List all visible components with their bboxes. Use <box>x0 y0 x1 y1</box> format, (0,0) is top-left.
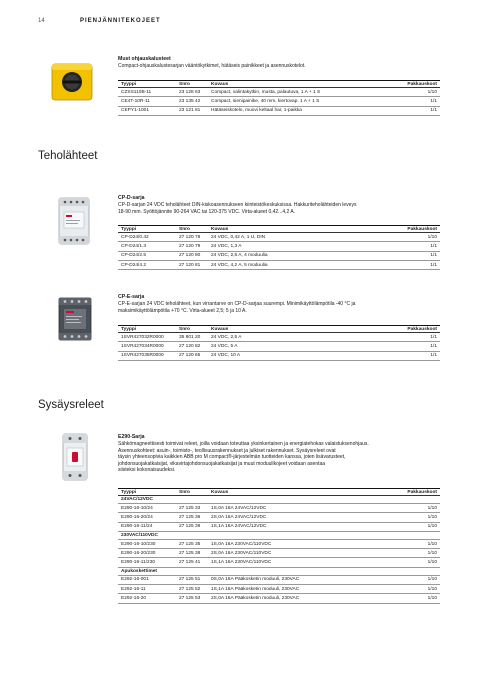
cell-snro: 27 125 39 <box>176 522 208 531</box>
cell-desc: 24 VDC, 2,5 A <box>208 333 384 342</box>
table-row <box>118 549 440 558</box>
cell-snro: 27 120 78 <box>176 233 208 242</box>
table-row <box>118 539 440 548</box>
page-header-title: PIENJÄNNITEKOJEET <box>80 18 161 24</box>
cell-pack: 1/1 <box>384 260 440 269</box>
table-row <box>118 333 440 342</box>
cell-desc: 0S,0A 16A Pääkosketin moduuli, 230VAC <box>208 575 384 584</box>
cpe-block <box>118 294 440 314</box>
col-type: Tyyppi <box>118 489 176 496</box>
table-row <box>118 251 440 260</box>
group-label: 230VAC/110VDC <box>118 531 440 539</box>
cell-pack: 1/1 <box>384 351 440 360</box>
cell-pack: 1/1 <box>384 251 440 260</box>
table-row <box>118 106 440 115</box>
table-row <box>118 242 440 251</box>
cell-pack: 1/10 <box>384 513 440 522</box>
cell-pack: 1/10 <box>384 522 440 531</box>
cell-pack: 1/10 <box>384 558 440 567</box>
cell-type: CE4T-10R-11 <box>118 97 176 106</box>
cell-snro: 27 125 53 <box>176 594 208 603</box>
section-title-teholahteet: Teholähteet <box>38 150 98 162</box>
table-row <box>118 522 440 531</box>
cell-desc: Compact, sienipainike, 40 mm, kiertovap. 1 A + 1 S <box>208 97 384 106</box>
cell-snro: 27 125 52 <box>176 585 208 594</box>
musta-block <box>118 56 440 70</box>
table-header-row <box>118 489 440 496</box>
cell-desc: 1S,1A 16A Pääkosketin moduuli, 230VAC <box>208 585 384 594</box>
section-title-sysaysreleet: Sysäysreleet <box>38 399 104 411</box>
cell-pack: 1/1 <box>384 333 440 342</box>
cell-type: E290-16-11/230 <box>118 558 176 567</box>
col-snro: Snro <box>176 81 208 88</box>
control-box-image <box>50 60 94 102</box>
table-row <box>118 575 440 584</box>
cell-desc: Hätäseiskotelo, muovi keltaal har, 1-paikka <box>208 106 384 115</box>
col-type: Tyyppi <box>118 226 176 233</box>
col-pack: Pakkauskoot <box>384 226 440 233</box>
cell-snro: 23 128 63 <box>176 88 208 97</box>
cell-snro: 27 125 38 <box>176 549 208 558</box>
musta-title: Must ohjauskalusteet <box>118 56 171 62</box>
cell-desc: Compact, valintakytkin, musta, palautuva, 1 A + 1 S <box>208 88 384 97</box>
cell-type: CP-D24/2.5 <box>118 251 176 260</box>
cell-desc: 24 VDC, 4,2 A, 5 moduulia <box>208 260 384 269</box>
cell-pack: 1/1 <box>384 106 440 115</box>
col-pack: Pakkauskoot <box>384 81 440 88</box>
table-row <box>118 351 440 360</box>
cell-type: E292-16-20 <box>118 594 176 603</box>
cpd-desc-line2: 18-90 mm. Syöttöjännite 90-264 VAC tai 120-375 VDC. Virta-alueet 0,42...4,2 A. <box>118 208 296 215</box>
cell-desc: 24 VDC, 5 A <box>208 342 384 351</box>
cell-pack: 1/10 <box>384 575 440 584</box>
cpd-block <box>118 195 440 215</box>
cell-snro: 23 135 42 <box>176 97 208 106</box>
cell-snro: 23 121 81 <box>176 106 208 115</box>
table-header-row <box>118 326 440 333</box>
table-header-row <box>118 226 440 233</box>
table-group-row <box>118 531 440 539</box>
e290-desc-line: johdonsuojakatkaisijat, vikavirtajohdonsuojakatkaisijat ja muut moduulikojeet voidaan asentaa <box>118 460 326 467</box>
table-row <box>118 342 440 351</box>
table-header-row <box>118 81 440 88</box>
cell-desc: 1S,1A 16A 230VAC/110VDC <box>208 558 384 567</box>
cell-type: E290-16-11/24 <box>118 522 176 531</box>
cell-type: 1SVR427032R0000 <box>118 333 176 342</box>
page-number: 14 <box>38 18 45 24</box>
cpe-desc-line2: maksimikäyttölämpötila +70 °C. Virta-alueet 2,5; 5 ja 10 A. <box>118 307 247 314</box>
cell-snro: 27 125 35 <box>176 539 208 548</box>
cell-snro: 27 125 41 <box>176 558 208 567</box>
table-group-row <box>118 567 440 575</box>
group-label: Apukoskettimet <box>118 567 440 575</box>
cell-pack: 1/1 <box>384 342 440 351</box>
cell-snro: 27 120 81 <box>176 260 208 269</box>
musta-table <box>118 80 440 116</box>
cell-snro: 27 120 82 <box>176 342 208 351</box>
table-group-row <box>118 496 440 504</box>
e290-desc-line: Asennuskohteet: asuin-, toimisto-, teollisuusrakennukset ja julkiset rakennukset. Sysäysreleet ovat <box>118 447 336 454</box>
cell-pack: 1/10 <box>384 549 440 558</box>
cell-type: E290-16-20/24 <box>118 513 176 522</box>
e290-table <box>118 488 440 604</box>
col-snro: Snro <box>176 326 208 333</box>
cell-desc: 2S,0A 16A 230VAC/110VDC <box>208 549 384 558</box>
col-desc: Kuvaus <box>208 326 384 333</box>
cell-type: 1SVR427034R0000 <box>118 342 176 351</box>
table-row <box>118 97 440 106</box>
col-type: Tyyppi <box>118 81 176 88</box>
cell-type: CP-D24/0.42 <box>118 233 176 242</box>
col-desc: Kuvaus <box>208 81 384 88</box>
cell-desc: 24 VDC, 2,5 A, 4 moduulia <box>208 251 384 260</box>
musta-desc: Compact-ohjauskalustesarjan vääntökytkimet, hätäseis painikkeet ja asennuskotelot. <box>118 63 306 69</box>
col-pack: Pakkauskoot <box>384 326 440 333</box>
cell-type: 1SVR427035R0000 <box>118 351 176 360</box>
e290-desc-line: täysin yhteensopivia kaikkien ABB pro M compact®-järjestelmän tuotteiden kanssa, joten lisävarusteet, <box>118 454 346 461</box>
cell-desc: 24 VDC, 10 A <box>208 351 384 360</box>
cell-type: E290-16-20/230 <box>118 549 176 558</box>
cell-pack: 1/10 <box>384 594 440 603</box>
cell-snro: 27 120 79 <box>176 242 208 251</box>
cell-type: E292-16-001 <box>118 575 176 584</box>
cpd-table <box>118 225 440 270</box>
cell-type: E292-16-11 <box>118 585 176 594</box>
cpe-desc-line1: CP-E-sarjan 24 VDC teholähteet, kun virrantarve on CP-D-sarjaa suurempi. Minimikäyttölämpötila -40 °C ja <box>118 301 356 307</box>
cell-snro: 27 125 51 <box>176 575 208 584</box>
col-snro: Snro <box>176 489 208 496</box>
table-row <box>118 233 440 242</box>
cell-type: E290-16-10/24 <box>118 504 176 513</box>
col-snro: Snro <box>176 226 208 233</box>
cell-snro: 35 801 20 <box>176 333 208 342</box>
e290-desc-line: Sähkömagneettisesti toimivat releet, joilla voidaan toteuttaa yksinkertainen ja energiatehokas valaistuksenohjaus. <box>118 441 369 447</box>
power-supply-cpd-image <box>56 196 92 246</box>
cell-pack: 1/10 <box>384 585 440 594</box>
col-pack: Pakkauskoot <box>384 489 440 496</box>
cell-desc: 24 VDC, 1,3 A <box>208 242 384 251</box>
cell-desc: 2S,0A 16A 24VAC/12VDC <box>208 513 384 522</box>
cell-snro: 27 125 36 <box>176 513 208 522</box>
e290-desc-line: siisteksi kokonaisuudeksi. <box>118 467 176 474</box>
cell-snro: 27 120 80 <box>176 251 208 260</box>
cpd-desc-line1: CP-D-sarjan 24 VDC teholähteet DIN-kiskoasennukseen kiinteistökeskuksissa. Hakkuriteholähteiden leveys <box>118 202 357 208</box>
cpd-title: CP-D-sarja <box>118 195 145 201</box>
power-supply-cpe-image <box>55 294 95 344</box>
table-row <box>118 594 440 603</box>
cell-pack: 1/10 <box>384 539 440 548</box>
col-type: Tyyppi <box>118 326 176 333</box>
cell-pack: 1/10 <box>384 504 440 513</box>
table-row <box>118 558 440 567</box>
cpe-title: CP-E-sarja <box>118 294 145 300</box>
cpe-table <box>118 325 440 361</box>
table-row <box>118 260 440 269</box>
col-desc: Kuvaus <box>208 489 384 496</box>
cell-desc: 1S,0A 16A 230VAC/110VDC <box>208 539 384 548</box>
e290-block <box>118 434 440 474</box>
cell-type: CEPY1-1001 <box>118 106 176 115</box>
cell-pack: 1/10 <box>384 233 440 242</box>
table-row <box>118 585 440 594</box>
cell-desc: 1S,0A 16A 24VAC/12VDC <box>208 504 384 513</box>
impulse-relay-image <box>58 432 92 482</box>
group-label: 24VAC/12VDC <box>118 496 440 504</box>
cell-snro: 27 120 65 <box>176 351 208 360</box>
table-row <box>118 88 440 97</box>
cell-type: CZSS110B-11 <box>118 88 176 97</box>
cell-pack: 1/10 <box>384 88 440 97</box>
table-row <box>118 513 440 522</box>
cell-desc: 1S,1A 16A 24VAC/12VDC <box>208 522 384 531</box>
cell-desc: 2S,0A 16A Pääkosketin moduuli, 230VAC <box>208 594 384 603</box>
col-desc: Kuvaus <box>208 226 384 233</box>
cell-desc: 24 VDC, 0,42 A, 1 U, DIN <box>208 233 384 242</box>
table-row <box>118 504 440 513</box>
cell-snro: 27 125 33 <box>176 504 208 513</box>
cell-type: CP-D24/1.3 <box>118 242 176 251</box>
cell-pack: 1/1 <box>384 97 440 106</box>
e290-title: E290-Sarja <box>118 434 145 440</box>
cell-pack: 1/1 <box>384 242 440 251</box>
cell-type: CP-D24/4.2 <box>118 260 176 269</box>
cell-type: E290-16-10/230 <box>118 539 176 548</box>
